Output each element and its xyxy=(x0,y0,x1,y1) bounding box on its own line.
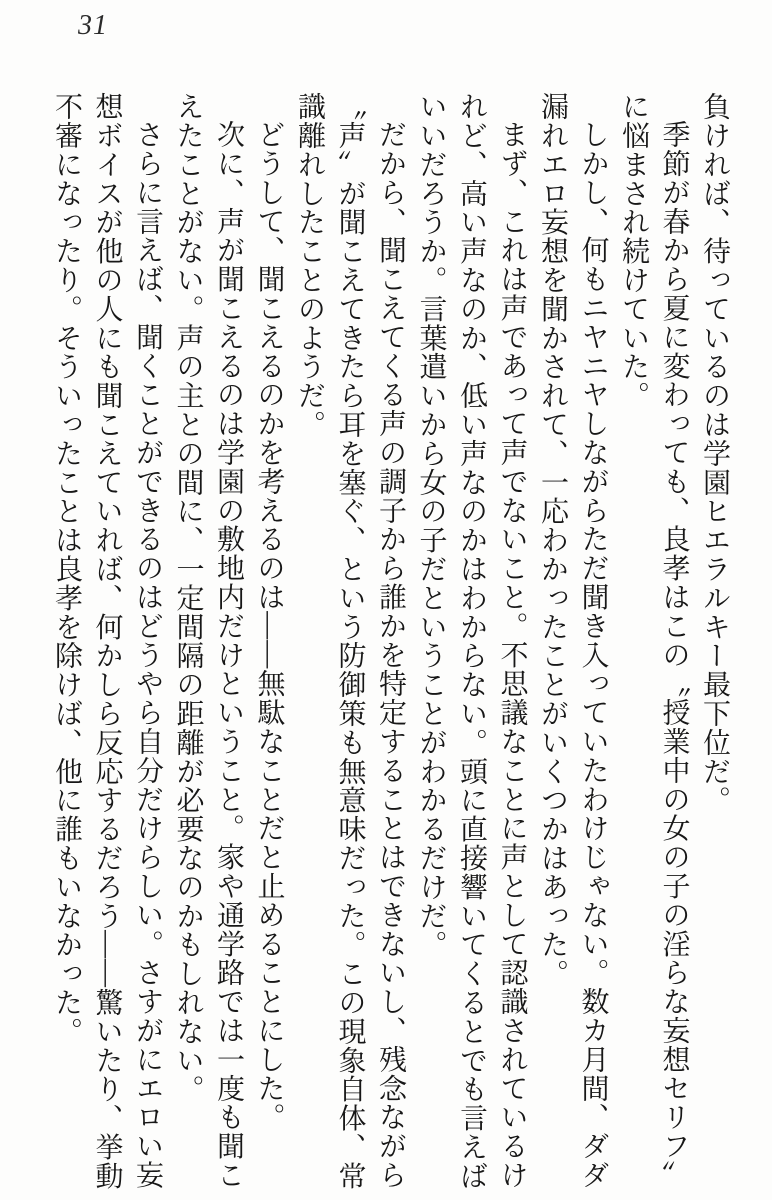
paragraph-line: 次に、声が聞こえるのは学園の敷地内だけということ。家や通学路では一度も聞こえたことがない。声の主との間に、一定間隔の距離が必要なのかもしれない。 xyxy=(172,92,244,1190)
paragraph-line: だから、聞こえてくる声の調子から誰かを特定することはできないし、残念ながら〝声〟が聞こえてきたら耳を塞ぐ、という防御策も無意味だった。この現象自体、常識離れしたことのようだ。 xyxy=(294,92,406,1191)
page-number: 31 xyxy=(78,10,108,41)
paragraph-line: さらに言えば、聞くことができるのはどうやら自分だけらしい。さすがにエロい妄想ボイスが他の人にも聞こえていれば、何かしら反応するだろう――驚いたり、挙動不審になったり。そういったことは良孝を除けば、他に誰もいなかった。 xyxy=(51,92,163,1191)
vertical-text-block xyxy=(46,92,735,1191)
paragraph-line: 負ければ、待っているのは学園ヒエラルキー最下位だ。 xyxy=(699,92,730,815)
paragraph-line: しかし、何もニヤニヤしながらただ聞き入っていたわけじゃない。数カ月間、ダダ漏れエロ妄想を聞かされて、一応わかったことがいくつかはあった。 xyxy=(537,92,609,1190)
paragraph-line: 季節が春から夏に変わっても、良孝はこの〝授業中の女の子の淫らな妄想セリフ〟に悩まされ続けていた。 xyxy=(618,92,690,1190)
paragraph-line: どうして、聞こえるのかを考えるのは――無駄なことだと止めることにした。 xyxy=(253,120,285,1132)
paragraph-line: まず、これは声であって声でないこと。不思議なことに声として認識されているけれど、高い声なのか、低い声なのかはわからない。頭に直接響いてくるとでも言えばいいだろうか。言葉遣いから女の子だということがわかるだけだ。 xyxy=(415,92,528,1191)
